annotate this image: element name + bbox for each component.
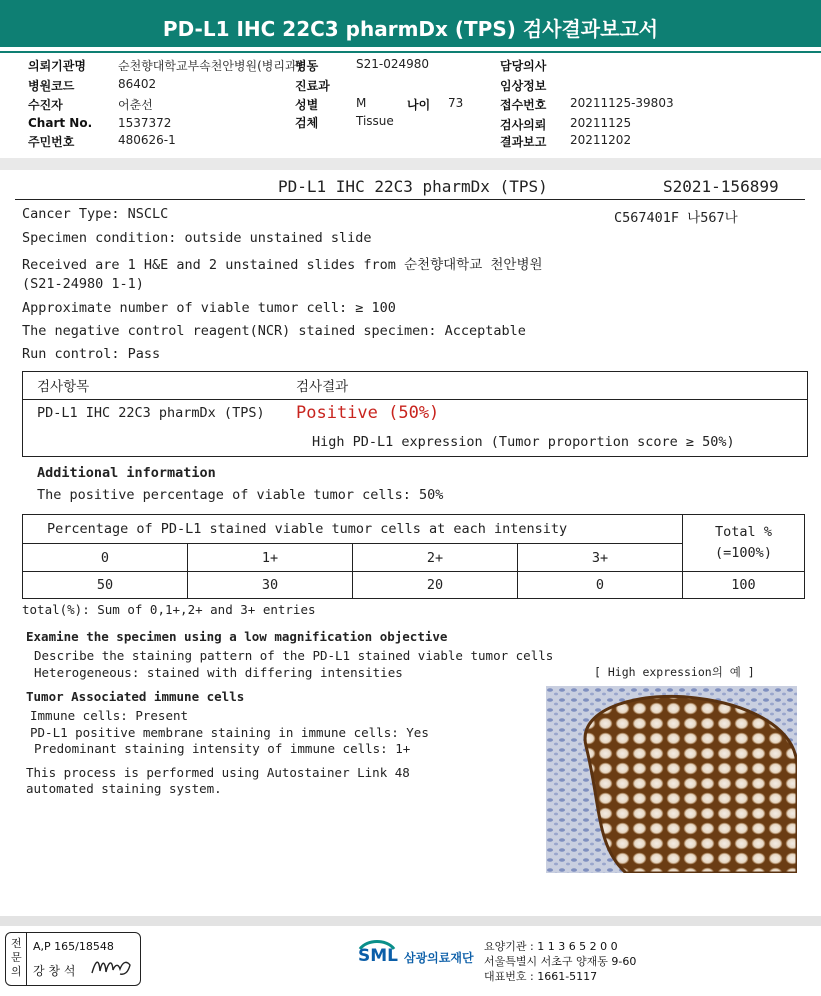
immune-line-1: Immune cells: Present <box>30 708 189 723</box>
intensity-level-2: 2+ <box>353 544 518 572</box>
intensity-level-0: 0 <box>23 544 188 572</box>
receipt-no-value: 20211125-39803 <box>570 96 674 110</box>
pathologist-vertical-label: 전 문 의 <box>11 937 22 978</box>
org-name: 삼광의료재단 <box>404 951 474 965</box>
report-title: PD-L1 IHC 22C3 pharmDx (TPS) 검사결과보고서 <box>162 17 659 41</box>
sex-value: M <box>356 96 367 110</box>
chart-no-value: 1537372 <box>118 116 172 130</box>
footer-band <box>0 916 821 926</box>
cancer-type-line: Cancer Type: NSCLC <box>22 206 169 222</box>
sex-label: 성별 <box>295 98 319 112</box>
slide-id-line: (S21-24980 1-1) <box>22 276 144 292</box>
specimen-condition-line: Specimen condition: outside unstained slide <box>22 230 372 246</box>
reference-code: C567401F 나567나 <box>614 210 738 226</box>
pathologist-name: 강 창 석 <box>33 964 76 978</box>
signature-mark <box>90 955 134 979</box>
clinical-info-label: 임상정보 <box>500 79 547 93</box>
intensity-value-3: 0 <box>518 572 683 599</box>
age-value: 73 <box>448 96 464 110</box>
ncr-line: The negative control reagent(NCR) stained specimen: Acceptable <box>22 323 526 339</box>
age-label: 나이 <box>407 98 431 112</box>
additional-info-text: The positive percentage of viable tumor cells: 50% <box>37 487 444 503</box>
table-note: total(%): Sum of 0,1+,2+ and 3+ entries <box>22 602 316 617</box>
test-result-value: Positive (50%) <box>296 403 440 423</box>
microscopy-image <box>546 686 797 873</box>
doctor-label: 담당의사 <box>500 59 547 73</box>
intensity-table <box>22 514 805 599</box>
hospital-code-value: 86402 <box>118 77 157 91</box>
examine-line-1: Describe the staining pattern of the PD-L1 stained viable tumor cells <box>34 648 554 663</box>
test-result-header: 검사결과 <box>296 379 349 395</box>
chart-no-label: Chart No. <box>28 116 93 130</box>
total-header-cell <box>683 515 805 572</box>
sml-logo <box>357 938 397 964</box>
test-title: PD-L1 IHC 22C3 pharmDx (TPS) <box>278 177 548 196</box>
result-box-divider <box>23 399 807 400</box>
total-header-line1: Total % <box>715 524 772 540</box>
request-date-value: 20211125 <box>570 116 632 130</box>
report-date-value: 20211202 <box>570 133 632 147</box>
report-header <box>0 0 821 47</box>
title-underline <box>15 199 805 200</box>
test-item-header: 검사항목 <box>37 379 90 395</box>
intensity-value-1: 30 <box>188 572 353 599</box>
request-date-label: 검사의뢰 <box>500 118 547 132</box>
immune-line-3: Predominant staining intensity of immune cells: 1+ <box>34 741 411 756</box>
intensity-value-2: 20 <box>353 572 518 599</box>
org-address: 서울특별시 서초구 양재동 9-60 <box>484 955 637 968</box>
pathologist-signature-box <box>5 932 141 986</box>
report-number: S2021-156899 <box>663 177 779 196</box>
examine-line-2: Heterogeneous: stained with differing intensities <box>34 665 403 680</box>
run-control-line: Run control: Pass <box>22 346 161 362</box>
report-date-label: 결과보고 <box>500 135 547 149</box>
signature-box-divider <box>26 933 27 985</box>
received-line: Received are 1 H&E and 2 unstained slides from 순천향대학교 천안병원 <box>22 257 543 273</box>
separator-band <box>0 158 821 170</box>
intensity-level-3: 3+ <box>518 544 683 572</box>
total-header-line2: (=100%) <box>715 545 772 561</box>
sml-logo-text: SML <box>358 946 398 966</box>
process-line-2: automated staining system. <box>26 781 222 796</box>
patient-value: 어춘선 <box>118 98 153 112</box>
test-item-name: PD-L1 IHC 22C3 pharmDx (TPS) <box>37 405 265 421</box>
org-phone: 대표번호 : 1661-5117 <box>484 970 598 983</box>
ward-label: 병동 <box>295 59 319 73</box>
immune-line-2: PD-L1 positive membrane staining in immune cells: Yes <box>30 725 429 740</box>
department-label: 진료과 <box>295 79 330 93</box>
process-line-1: This process is performed using Autostainer Link 48 <box>26 765 410 780</box>
examine-title: Examine the specimen using a low magnification objective <box>26 629 448 644</box>
resident-no-value: 480626-1 <box>118 133 176 147</box>
ward-value: S21-024980 <box>356 57 430 71</box>
viable-cell-line: Approximate number of viable tumor cell: ≥ 100 <box>22 300 396 316</box>
immune-title: Tumor Associated immune cells <box>26 689 245 704</box>
specimen-value: Tissue <box>356 114 394 128</box>
patient-label: 수진자 <box>28 98 63 112</box>
result-interpretation: High PD-L1 expression (Tumor proportion score ≥ 50%) <box>312 434 735 450</box>
tumor-nest <box>585 696 797 873</box>
institution-label: 의뢰기관명 <box>28 59 86 73</box>
intensity-level-1: 1+ <box>188 544 353 572</box>
image-caption: [ High expression의 예 ] <box>594 665 755 679</box>
hospital-code-label: 병원코드 <box>28 79 75 93</box>
resident-no-label: 주민번호 <box>28 135 75 149</box>
header-divider <box>0 51 821 53</box>
additional-info-title: Additional information <box>37 465 216 481</box>
intensity-value-0: 50 <box>23 572 188 599</box>
specimen-label: 검체 <box>295 116 319 130</box>
intensity-table-header: Percentage of PD-L1 stained viable tumor cells at each intensity <box>23 515 683 544</box>
institution-code: 요양기관 : 1 1 3 6 5 2 0 0 <box>484 940 618 953</box>
receipt-no-label: 접수번호 <box>500 98 547 112</box>
intensity-total-value: 100 <box>683 572 805 599</box>
institution-value: 순천향대학교부속천안병원(병리과) <box>118 59 302 73</box>
ap-number: A,P 165/18548 <box>33 940 114 953</box>
